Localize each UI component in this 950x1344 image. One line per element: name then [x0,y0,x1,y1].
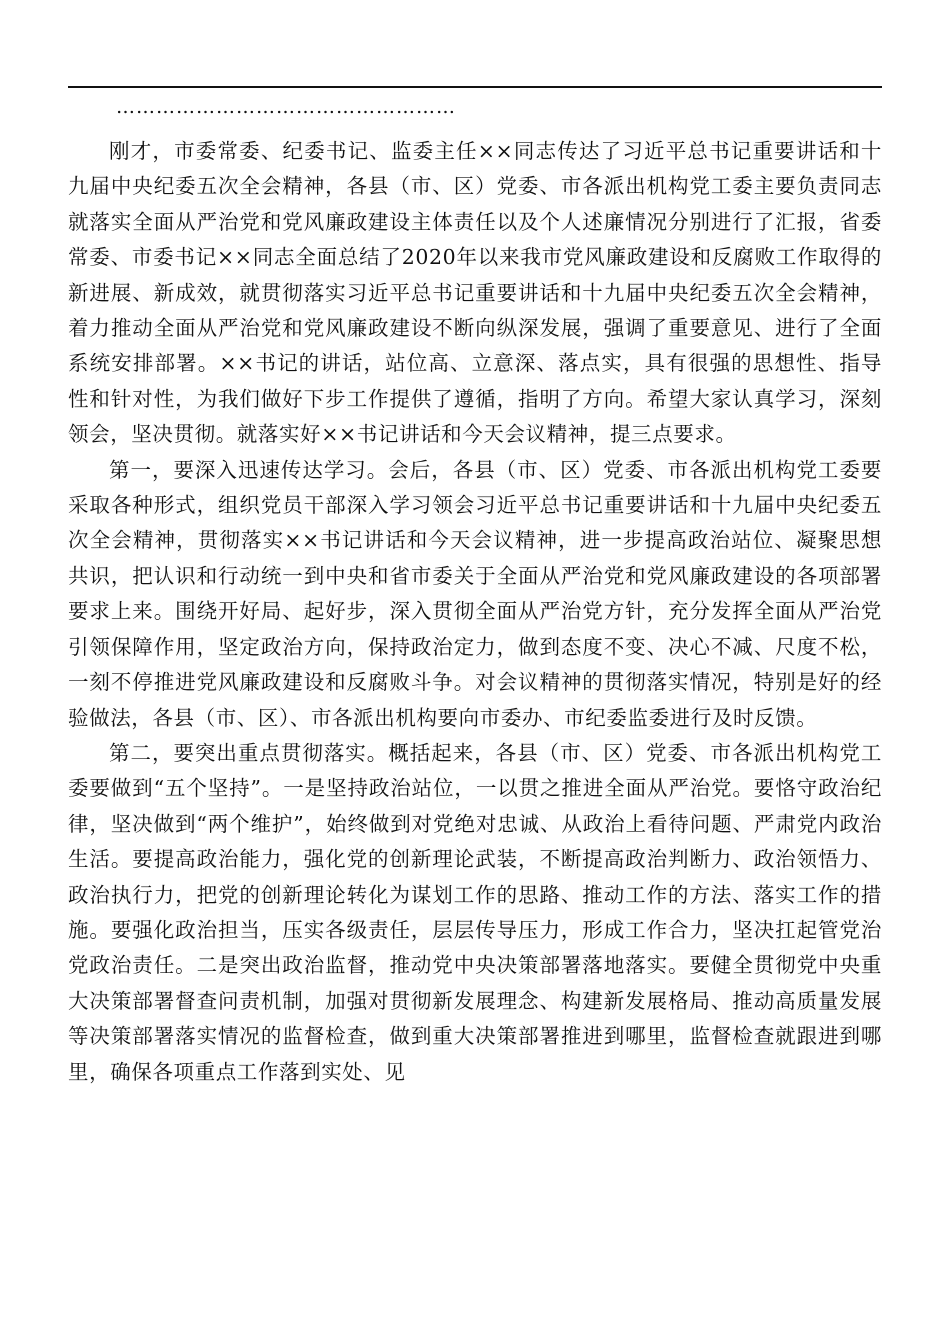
header-rule [68,86,882,88]
paragraph-second-requirement: 第二，要突出重点贯彻落实。概括起来，各县（市、区）党委、市各派出机构党工委要做到“五个坚持”。一是坚持政治站位，一以贯之推进全面从严治党。要恪守政治纪律，坚决做到“两个维护”，始终做到对党绝对忠诚、从政治上看待问题、严肃党内政治生活。要提高政治能力，强化党的创新理论武装，不断提高政治判断力、政治领悟力、政治执行力，把党的创新理论转化为谋划工作的思路、推动工作的方法、落实工作的措施。要强化政治担当，压实各级责任，层层传导压力，形成工作合力，坚决扛起管党治党政治责任。二是突出政治监督，推动党中央决策部署落地落实。要健全贯彻党中央重大决策部署督查问责机制，加强对贯彻新发展理念、构建新发展格局、推动高质量发展等决策部署落实情况的监督检查，做到重大决策部署推进到哪里，监督检查就跟进到哪里，确保各项重点工作落到实处、见 [68,740,882,1084]
document-body [68,134,882,1090]
paragraph-opening: 刚才，市委常委、纪委书记、监委主任××同志传达了习近平总书记重要讲话和十九届中央纪委五次全会精神，各县（市、区）党委、市各派出机构党工委主要负责同志就落实全面从严治党和党风廉政建设主体责任以及个人述廉情况分别进行了汇报，省委常委、市委书记××同志全面总结了2020年以来我市党风廉政建设和反腐败工作取得的新进展、新成效，就贯彻落实习近平总书记重要讲话和十九届中央纪委五次全会精神，着力推动全面从严治党和党风廉政建设不断向纵深发展，强调了重要意见、进行了全面系统安排部署。××书记的讲话，站位高、立意深、落点实，具有很强的思想性、指导性和针对性，为我们做好下步工作提供了遵循，指明了方向。希望大家认真学习，深刻领会，坚决贯彻。就落实好××书记讲话和今天会议精神，提三点要求。 [68,139,882,447]
paragraph-first-requirement: 第一，要深入迅速传达学习。会后，各县（市、区）党委、市各派出机构党工委要采取各种形式，组织党员干部深入学习领会习近平总书记重要讲话和十九届中央纪委五次全会精神，贯彻落实××书记讲话和今天会议精神，进一步提高政治站位、凝聚思想共识，把认识和行动统一到中央和省市委关于全面从严治党和党风廉政建设的各项部署要求上来。围绕开好局、起好步，深入贯彻全面从严治党方针，充分发挥全面从严治党引领保障作用，坚定政治方向，保持政治定力，做到态度不变、决心不减、尺度不松，一刻不停推进党风廉政建设和反腐败斗争。对会议精神的贯彻落实情况，特别是好的经验做法，各县（市、区）、市各派出机构要向市委办、市纪委监委进行及时反馈。 [68,457,882,730]
omission-leader: …………………………………………… [116,96,456,118]
